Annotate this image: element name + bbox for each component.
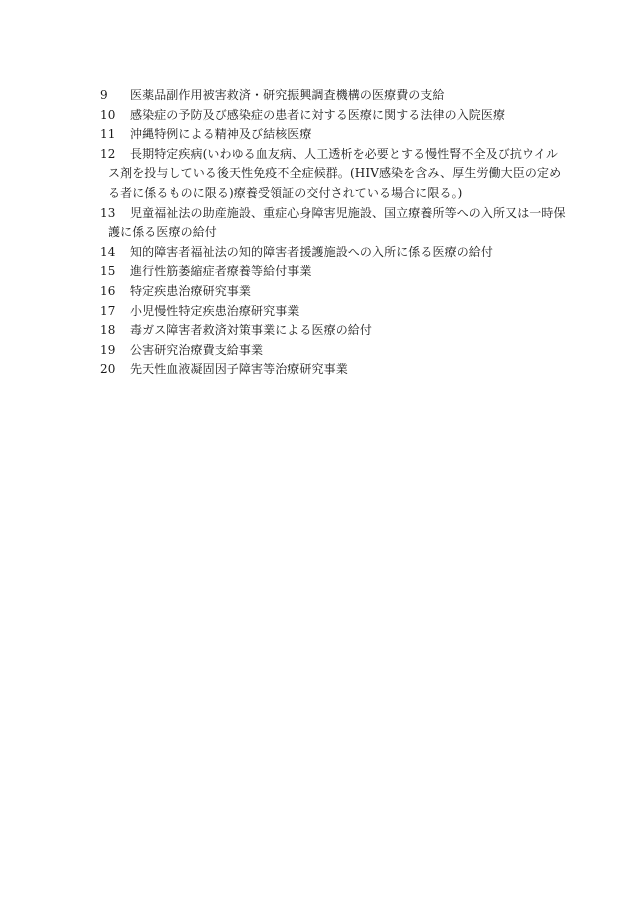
list-item-text [130,321,540,341]
list-item-text [130,360,540,380]
list-item-line: 先天性血液凝固因子障害等治療研究事業 [130,362,348,377]
list-item [100,243,540,263]
list-item-number: 10 [100,107,116,122]
list-item-text [130,341,540,361]
list-item-line: ス剤を投与している後天性免疫不全症候群。(HIV感染を含み、厚生労働大臣の定め [108,166,562,181]
list-item-number: 16 [100,283,116,298]
numbered-list [100,86,566,380]
list-item [100,321,540,341]
list-item-text [130,282,540,302]
list-item-text [130,243,540,263]
list-item [100,125,540,145]
list-item-line: 護に係る医療の給付 [108,225,217,240]
list-item [100,204,566,243]
list-item [100,86,540,106]
list-item-number: 12 [100,146,116,161]
list-item-line: 毒ガス障害者救済対策事業による医療の給付 [130,323,373,338]
list-item-number: 9 [100,88,108,102]
list-item [100,145,562,204]
list-item-number: 19 [100,342,116,357]
list-item-line: 小児慢性特定疾患治療研究事業 [130,303,300,318]
list-item-number: 14 [100,244,116,259]
list-item-text [130,262,540,282]
list-item-line: 医薬品副作用被害救済・研究振興調査機構の医療費の支給 [130,88,445,102]
list-item-line: 進行性筋萎縮症者療養等給付事業 [130,264,312,279]
list-item-number: 13 [100,205,116,220]
list-item-line: 特定疾患治療研究事業 [130,283,252,298]
list-item [100,106,540,126]
list-item-text [130,106,540,126]
list-item-text [130,125,540,145]
list-item-line: 児童福祉法の助産施設、重症心身障害児施設、国立療養所等への入所又は一時保 [130,205,566,220]
list-item-line: 沖縄特例による精神及び結核医療 [130,127,312,142]
list-item-line: 公害研究治療費支給事業 [130,342,264,357]
list-item [100,282,540,302]
list-item-line: 感染症の予防及び感染症の患者に対する医療に関する法律の入院医療 [130,107,506,122]
list-item [100,302,540,322]
list-item-text [130,302,540,322]
list-item-number: 18 [100,323,116,338]
list-item-line: 長期特定疾病(いわゆる血友病、人工透析を必要とする慢性腎不全及び抗ウイル [130,146,558,161]
list-item-number: 11 [100,127,116,142]
list-item [100,360,540,380]
list-item-number: 20 [100,362,116,377]
list-item-number: 15 [100,264,116,279]
list-item-line: る者に係るものに限る)療養受領証の交付されている場合に限る。) [108,185,463,200]
list-item [100,262,540,282]
list-item [100,341,540,361]
list-item-number: 17 [100,303,116,318]
list-item-text [130,86,540,106]
list-item-line: 知的障害者福祉法の知的障害者援護施設への入所に係る医療の給付 [130,244,494,259]
